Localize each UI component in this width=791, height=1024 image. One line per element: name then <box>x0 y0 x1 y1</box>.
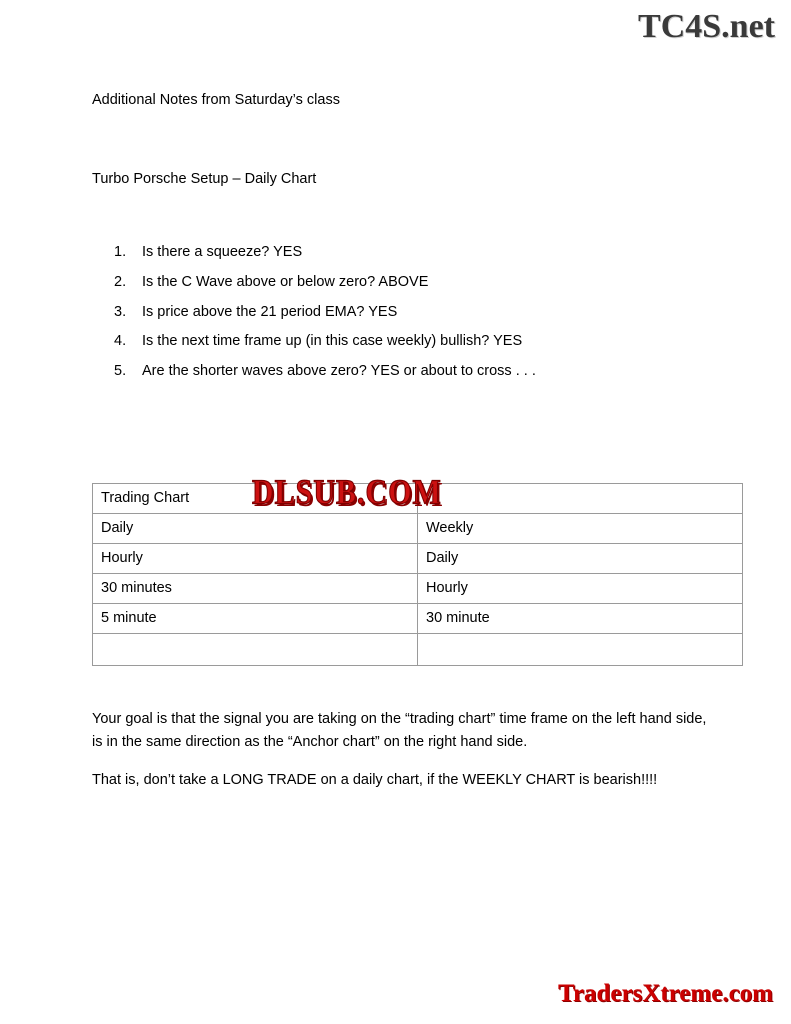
list-item-label: Is there a squeeze? YES <box>142 244 303 261</box>
tc4s-watermark: TC4S.net <box>638 8 775 45</box>
list-item-label: Is the next time frame up (in this case weekly) bullish? YES <box>142 333 523 350</box>
list-item <box>114 361 708 383</box>
table-cell: Hourly <box>418 573 743 603</box>
list-item-label: Is price above the 21 period EMA? YES <box>142 303 398 320</box>
tradersxtreme-watermark: TradersXtreme.com <box>558 980 773 1007</box>
document-body <box>92 90 708 806</box>
checklist <box>92 242 708 383</box>
timeframe-table-wrapper <box>92 472 708 666</box>
table-row <box>93 633 743 665</box>
table-cell <box>418 633 743 665</box>
list-item <box>114 331 708 353</box>
table-row <box>93 513 743 543</box>
list-item-number: 3. <box>114 303 127 320</box>
spacer <box>92 111 708 169</box>
table-cell: Weekly <box>418 513 743 543</box>
list-item <box>114 302 708 324</box>
table-cell: Daily <box>418 543 743 573</box>
table-cell-header-trading-chart: Trading Chart <box>93 483 418 513</box>
list-item <box>114 272 708 294</box>
closing-paragraph-1: Your goal is that the signal you are taking on the “trading chart” time frame on the left hand side, is in the same direction as the “Anchor chart” on the right hand side. <box>92 710 707 751</box>
section-subtitle: Turbo Porsche Setup – Daily Chart <box>92 171 317 188</box>
table-cell: Hourly <box>93 543 418 573</box>
list-item-label: Is the C Wave above or below zero? ABOVE <box>142 273 429 290</box>
list-item-number: 1. <box>114 244 127 261</box>
table-row <box>93 483 743 513</box>
list-item-number: 4. <box>114 333 127 350</box>
table-row <box>93 603 743 633</box>
table-row <box>93 543 743 573</box>
table-cell <box>93 633 418 665</box>
page-title: Additional Notes from Saturday’s class <box>92 92 340 108</box>
list-item-number: 5. <box>114 363 127 380</box>
spacer <box>92 391 708 483</box>
spacer <box>92 190 708 242</box>
table-cell: Daily <box>93 513 418 543</box>
list-item-label: Are the shorter waves above zero? YES or about to cross . . . <box>142 363 536 380</box>
timeframe-table <box>92 483 743 666</box>
list-item-number: 2. <box>114 273 127 290</box>
spacer <box>92 666 708 708</box>
table-cell: 30 minutes <box>93 573 418 603</box>
table-cell: 30 minute <box>418 603 743 633</box>
table-cell-header-anchor-chart <box>418 483 743 513</box>
closing-paragraph-2: That is, don’t take a LONG TRADE on a daily chart, if the WEEKLY CHART is bearish!!!! <box>92 771 658 788</box>
table-row <box>93 573 743 603</box>
dlsub-watermark: DLSUB.COM <box>252 472 442 512</box>
closing-paragraphs <box>92 708 708 792</box>
table-cell: 5 minute <box>93 603 418 633</box>
list-item <box>114 242 708 264</box>
